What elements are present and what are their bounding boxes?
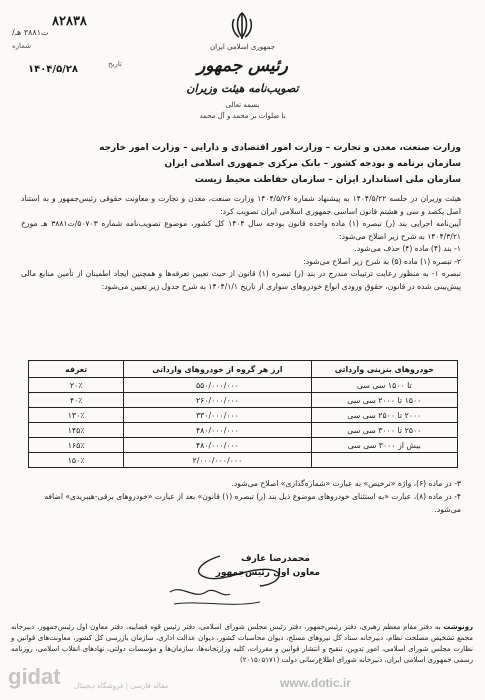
table-row [29,378,458,393]
svg-text:gidat: gidat [8,664,61,689]
body-paragraph: آیین‌نامه اجرایی بند (ر) تبصره (۱) ماده واحده قانون بودجه سال ۱۴۰۴ کل کشور، موضوع تصویب‌نامه شماره ۵۰۷۰۳/ت۳۸۸۱ هـ مورخ ۱۴۰۴/۳/۲۱ به شرح زیر اصلاح می‌شود: [21,219,461,241]
column-header-tariff: تعرفه [29,361,124,378]
recipient-line: سازمان ملی استاندارد ایران – سازمان حفاظت محیط زیست [194,175,461,185]
cabinet-decree-subtitle: تصویب‌نامه هیئت وزیران [186,82,299,95]
watermark-text: مقاله فارسی | فروشگاه دیجیتال [74,682,169,690]
letter-number-suffix: /ت۳۸۸۱ هـ [12,28,49,37]
body-paragraph: هیئت وزیران در جلسه ۱۴۰۴/۵/۲۲ به پیشنهاد شماره ۱۴۰۴/۵/۲۶ وزارت صنعت، معدن و تجارت و معاونت حقوقی رئیس‌جمهور و به استناد اصل یکصد و سی و هشتم قانون اساسی جمهوری اسلامی ایران تصویب کرد: [21,194,462,216]
table-row [29,453,458,468]
column-header-currency: ارز هر گروه از خودروهای وارداتی [124,361,311,378]
letter-date: ۱۴۰۴/۵/۲۸ [28,64,79,75]
table-row [29,393,458,408]
signatory-name: محمدرضا عارف [241,554,310,564]
cell-car-class: ۲۰۰۰ تا ۲۵۰۰ سی سی [311,408,457,423]
recipient-line: وزارت صنعت، معدن و تجارت – وزارت امور اقتصادی و دارایی – وزارت امور خارجه [99,143,461,153]
cell-currency: ۵۵۰/۰۰۰/۰۰۰ [124,378,311,393]
cell-car-class: تا ۱۵۰۰ سی سی [311,378,457,393]
copies-block [11,622,473,666]
column-header-cars: خودروهای بنزینی وارداتی [311,361,457,378]
table-row [29,438,458,453]
cell-tariff: ۱۴۵٪ [29,423,124,438]
table-row [29,423,458,438]
letter-number-label: شماره [12,42,32,50]
cell-currency: ۲۶۰/۰۰۰/۰۰۰ [124,393,311,408]
table-row [29,408,458,423]
cell-tariff: ۱۶۵٪ [29,438,124,453]
bismillah-line: بسمه تعالی [225,101,260,109]
copies-text: به دفتر مقام معظم رهبری، دفتر رئیس‌جمهور، دفتر رئیس مجلس شورای اسلامی، دفتر رئیس قوه قضاییه، دفتر معاون اول رئیس‌جمهور، دبیرخانه مجمع تشخیص مصلحت نظام، دبیرخانه ستاد کل نیروهای مسلح، دیوان محاسبات کشور، دیوان عدالت اداری، سازمان بازرسی کل کشور، معاونت‌های قوانین و نظارت مجلس شورای اسلامی، امور تدوین، تنقیح و انتشار قوانین و مقررات، کلیه وزارتخانه‌ها، سازمان‌ها و مؤسسات دولتی، نهادهای انقلاب اسلامی، روزنامه رسمی جمهوری اسلامی ایران، دبیرخانه شورای اطلاع‌رسانی دولت (۲۰۱۵۰۵۱۷۱) [11,623,473,664]
body-item: ۴- در ماده (۸)، عبارت «به استثنای خودروهای موضوع ذیل بند (ر) تبصره (۱) قانون» بعد از عبارت «خودروهای برقی-هیبریدی» اضافه می‌شود. [44,492,461,514]
gidat-watermark-logo-icon [6,660,66,690]
salawat-line: با صلوات بر محمد و آل محمد [199,112,286,120]
cell-currency: ۴۸۰/۰۰۰/۰۰۰ [124,438,311,453]
decree-amendments [21,477,461,516]
cell-tariff: ۱۵۰٪ [29,453,124,468]
table-header-row [29,361,458,378]
cell-car-class: ۲۵۰۰ تا ۳۰۰۰ سی سی [311,423,457,438]
body-paragraph: تبصره ۱- به منظور رعایت ترتیبات مندرج در بند (ر) تبصره (۱) قانون از حیث تعیین تعرفه‌ها و همچنین ایجاد اطمینان از تأمین منابع مالی پیش‌بینی شده در قانون، حقوق ورودی انواع خودروهای سواری از تاریخ ۱۴۰۴/۱/۱ به شرح جدول زیر تعیین می‌شود: [21,269,461,291]
body-item: ۱- بند (۴) ماده (۴) حذف می‌شود. [354,244,461,253]
president-logotype: رئیس جمهور [197,56,288,76]
cell-car-class: بیش از ۳۰۰۰ سی سی [311,438,457,453]
letter-meta [8,8,128,78]
cell-tariff: ۴۰٪ [29,393,124,408]
cell-currency: ۲/۰۰۰/۰۰۰/۰۰۰ [124,453,311,468]
recipient-line: سازمان برنامه و بودجه کشور – بانک مرکزی جمهوری اسلامی ایران [164,159,461,169]
tariff-table [28,360,458,468]
body-item: ۳- در ماده (۶)، واژه «ترخیص» به عبارت «شماره‌گذاری» اصلاح می‌شود. [231,479,461,488]
cell-currency: ۴۸۰/۰۰۰/۰۰۰ [124,423,311,438]
cell-currency: ۳۳۰/۰۰۰/۰۰۰ [124,408,311,423]
republic-subheading: جمهوری اسلامی ایران [210,43,275,51]
decree-body [21,193,461,293]
letter-date-label: تاریخ [108,60,122,68]
signatory-title: معاون اول رئیس‌جمهور [215,568,320,578]
signature-block [160,548,330,620]
watermark-url: www.dotic.ir [280,676,351,690]
recipients-block [21,140,461,188]
body-item: ۲- تبصره (۱) ماده (۵) به شرح زیر اصلاح می‌شود: [303,256,461,266]
cell-tariff: ۱۳۰٪ [29,408,124,423]
letter-number: ۸۲۸۳۸ [52,14,87,29]
cell-car-class [311,453,457,468]
iran-emblem-icon [226,10,258,42]
cell-car-class: ۱۵۰۰ تا ۲۰۰۰ سی سی [311,393,457,408]
copies-label: رونوشت [443,623,473,631]
cell-tariff: ۲۰٪ [29,378,124,393]
